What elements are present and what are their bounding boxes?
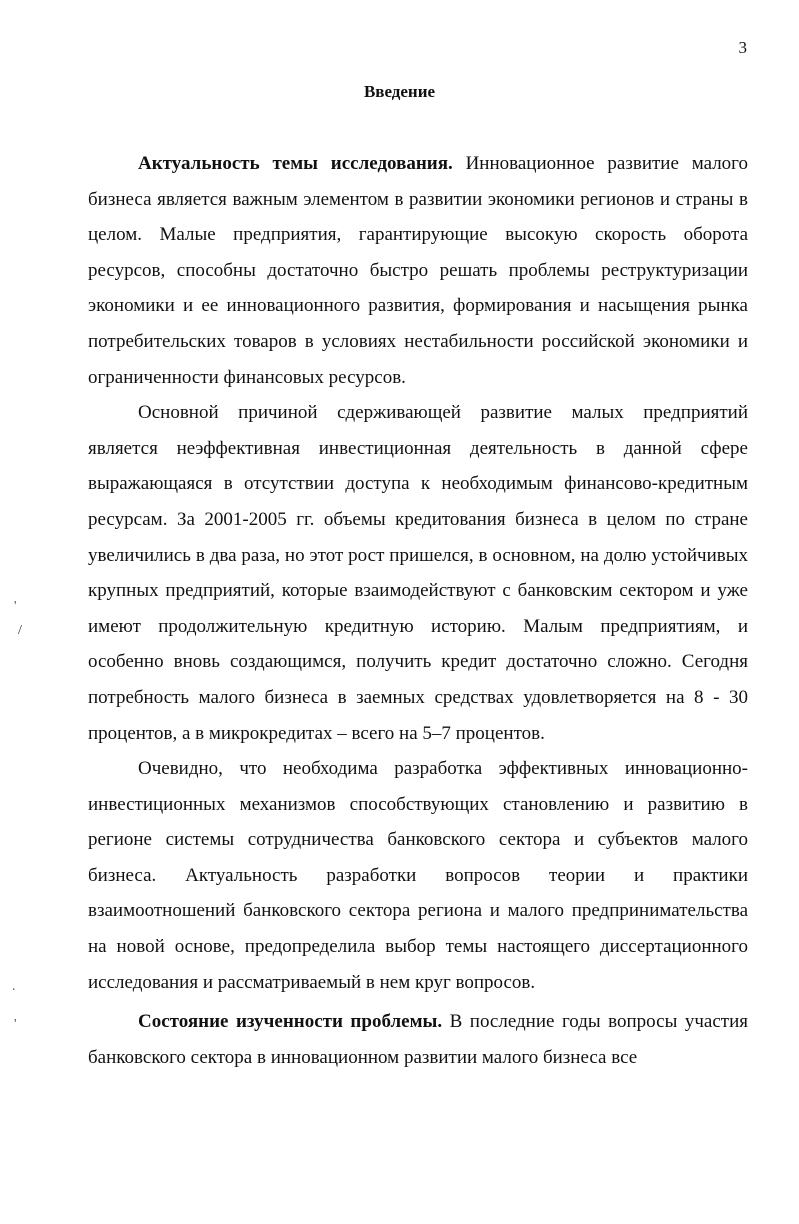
paragraph-state-of-study	[88, 1004, 748, 1075]
paragraph-lead: Состояние изученности проблемы.	[138, 1011, 443, 1033]
page-number: 3	[738, 38, 747, 57]
scan-mark: /	[18, 623, 22, 638]
scan-mark: '	[14, 1017, 17, 1032]
paragraph-main-cause	[88, 395, 748, 751]
paragraph-necessity	[88, 751, 748, 1000]
scan-mark: .	[12, 979, 16, 994]
paragraph-relevance	[88, 146, 748, 395]
paragraph-text: Основной причиной сдерживающей развитие малых предприятий является неэффективная инвестиционная деятельность в данной сфере выражающаяся в отсутствии доступа к необходимым финансово-кредитным ресурсам. За 2001-2005 гг. объемы кредитования бизнеса в целом по стране увеличились в два раза, но этот рост пришелся, в основном, на долю устойчивых крупных предприятий, которые взаимодействуют с банковским сектором и уже имеют продолжительную кредитную историю. Малым предприятиям, и особенно вновь создающимся, получить кредит достаточно сложно. Сегодня потребность малого бизнеса в заемных средствах удовлетворяется на 8 - 30 процентов, а в микрокредитах – всего на 5–7 процентов.	[88, 402, 748, 744]
body-text	[88, 146, 748, 1075]
scan-mark: '	[14, 599, 17, 614]
paragraph-lead: Актуальность темы исследования.	[138, 153, 453, 174]
paragraph-text: В последние годы вопросы участия банковского сектора в инновационном развитии малого бизнеса все	[88, 1011, 748, 1068]
section-heading: Введение	[363, 82, 436, 101]
paragraph-text: Очевидно, что необходима разработка эффективных инновационно-инвестиционных механизмов способствующих становлению и развитию в регионе системы сотрудничества банковского сектора и субъектов малого бизнеса. Актуальность разработки вопросов теории и практики взаимоотношений банковского сектора региона и малого предпринимательства на новой основе, предопределила выбор темы настоящего диссертационного исследования и рассматриваемый в нем круг вопросов.	[88, 758, 748, 993]
paragraph-text: Инновационное развитие малого бизнеса является важным элементом в развитии экономики регионов и страны в целом. Малые предприятия, гарантирующие высокую скорость оборота ресурсов, способны достаточно быстро решать проблемы реструктуризации экономики и ее инновационного развития, формирования и насыщения рынка потребительских товаров в условиях нестабильности российской экономики и ограниченности финансовых ресурсов.	[88, 153, 748, 388]
